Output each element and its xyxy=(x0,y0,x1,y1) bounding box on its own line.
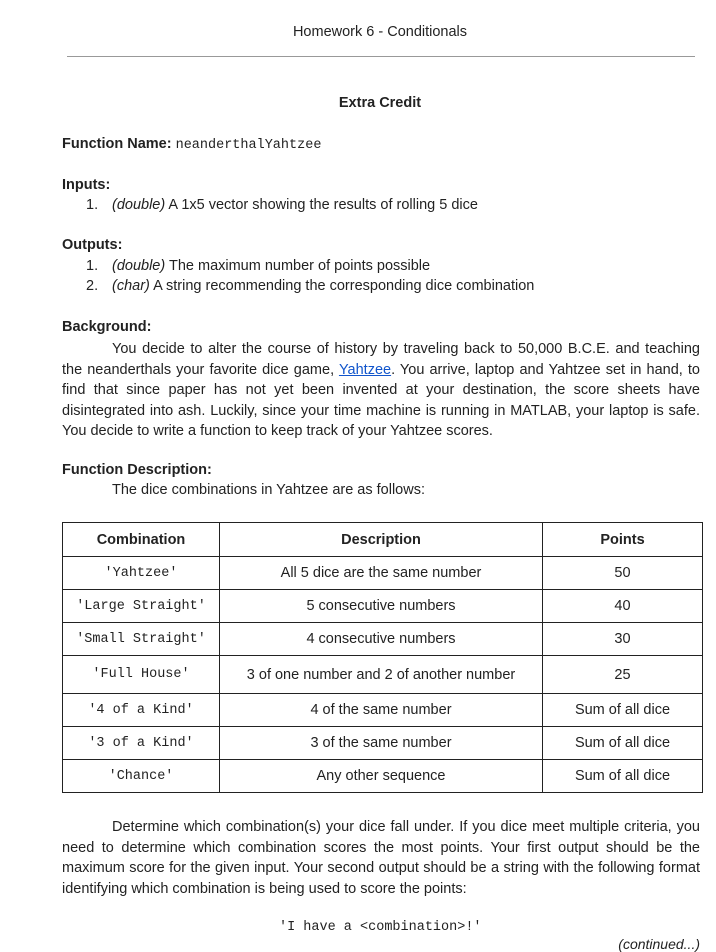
points-cell: 25 xyxy=(543,656,703,694)
page-header-title: Homework 6 - Conditionals xyxy=(292,24,468,40)
combination-cell: 'Chance' xyxy=(63,760,220,793)
table-row xyxy=(63,727,703,760)
continued-note: (continued...) xyxy=(618,936,700,952)
column-header-points: Points xyxy=(543,523,703,557)
combination-cell: 'Small Straight' xyxy=(63,623,220,656)
points-cell: Sum of all dice xyxy=(543,727,703,760)
function-description-heading: Function Description: xyxy=(62,462,212,478)
list-number: 1. xyxy=(86,258,99,274)
section-title-extra-credit: Extra Credit xyxy=(338,95,422,111)
function-name-label: Function Name: xyxy=(62,136,172,152)
combination-cell: 'Yahtzee' xyxy=(63,557,220,590)
description-cell: 4 consecutive numbers xyxy=(220,623,543,656)
table-row xyxy=(63,590,703,623)
points-cell: 50 xyxy=(543,557,703,590)
description-cell: 5 consecutive numbers xyxy=(220,590,543,623)
description-cell: 3 of the same number xyxy=(220,727,543,760)
list-number: 1. xyxy=(86,197,99,213)
background-text-1: You decide to alter the course of history by traveling back to 50,000 B.C.E. and teaching the neanderthals your favorite dice game, xyxy=(62,341,700,378)
description-cell: 4 of the same number xyxy=(220,694,543,727)
type-label: (double) xyxy=(112,258,166,274)
points-cell: Sum of all dice xyxy=(543,694,703,727)
output-format-string: 'I have a <combination>!' xyxy=(279,920,482,935)
item-text: The maximum number of points possible xyxy=(165,258,431,274)
output-item-2 xyxy=(86,278,534,294)
function-name-value: neanderthalYahtzee xyxy=(175,138,322,153)
background-text-2: . You arrive, laptop and Yahtzee set in hand, to find that since paper has not yet been invented at your destination, the score sheets have disintegrated into ash. Luckily, since your time machine is running in MATLAB, your laptop is safe. You decide to write a function to keep track of your Yahtzee scores. xyxy=(62,361,700,439)
item-text: A 1x5 vector showing the results of rolling 5 dice xyxy=(165,197,478,213)
combinations-table xyxy=(62,522,703,793)
combination-cell: 'Large Straight' xyxy=(63,590,220,623)
points-cell: Sum of all dice xyxy=(543,760,703,793)
type-label: (char) xyxy=(112,278,150,294)
table-row xyxy=(63,760,703,793)
column-header-combination: Combination xyxy=(63,523,220,557)
combination-cell: '3 of a Kind' xyxy=(63,727,220,760)
function-name-line xyxy=(62,136,321,153)
function-description-intro: The dice combinations in Yahtzee are as follows: xyxy=(112,482,425,498)
background-paragraph xyxy=(62,339,700,442)
inputs-heading: Inputs: xyxy=(62,177,111,193)
table-row xyxy=(63,557,703,590)
points-cell: 30 xyxy=(543,623,703,656)
outputs-heading: Outputs: xyxy=(62,237,123,253)
points-cell: 40 xyxy=(543,590,703,623)
table-row xyxy=(63,656,703,694)
output-item-1 xyxy=(86,258,430,274)
table-header-row xyxy=(63,523,703,557)
description-cell: All 5 dice are the same number xyxy=(220,557,543,590)
combination-cell: '4 of a Kind' xyxy=(63,694,220,727)
background-heading: Background: xyxy=(62,319,152,335)
yahtzee-link[interactable]: Yahtzee xyxy=(338,361,392,378)
description-cell: 3 of one number and 2 of another number xyxy=(220,656,543,694)
item-text: A string recommending the corresponding dice combination xyxy=(149,278,535,294)
table-row xyxy=(63,694,703,727)
determine-paragraph: Determine which combination(s) your dice fall under. If you dice meet multiple criteria, you need to determine which combination scores the most points. Your first output should be the maximum score for the given input. Your second output should be a string with the following format identifying which combination is being used to score the points: xyxy=(62,819,700,897)
description-cell: Any other sequence xyxy=(220,760,543,793)
input-item-1 xyxy=(86,197,478,213)
table-row xyxy=(63,623,703,656)
combination-cell: 'Full House' xyxy=(63,656,220,694)
header-divider xyxy=(67,56,695,57)
list-number: 2. xyxy=(86,278,99,294)
column-header-description: Description xyxy=(220,523,543,557)
type-label: (double) xyxy=(112,197,166,213)
